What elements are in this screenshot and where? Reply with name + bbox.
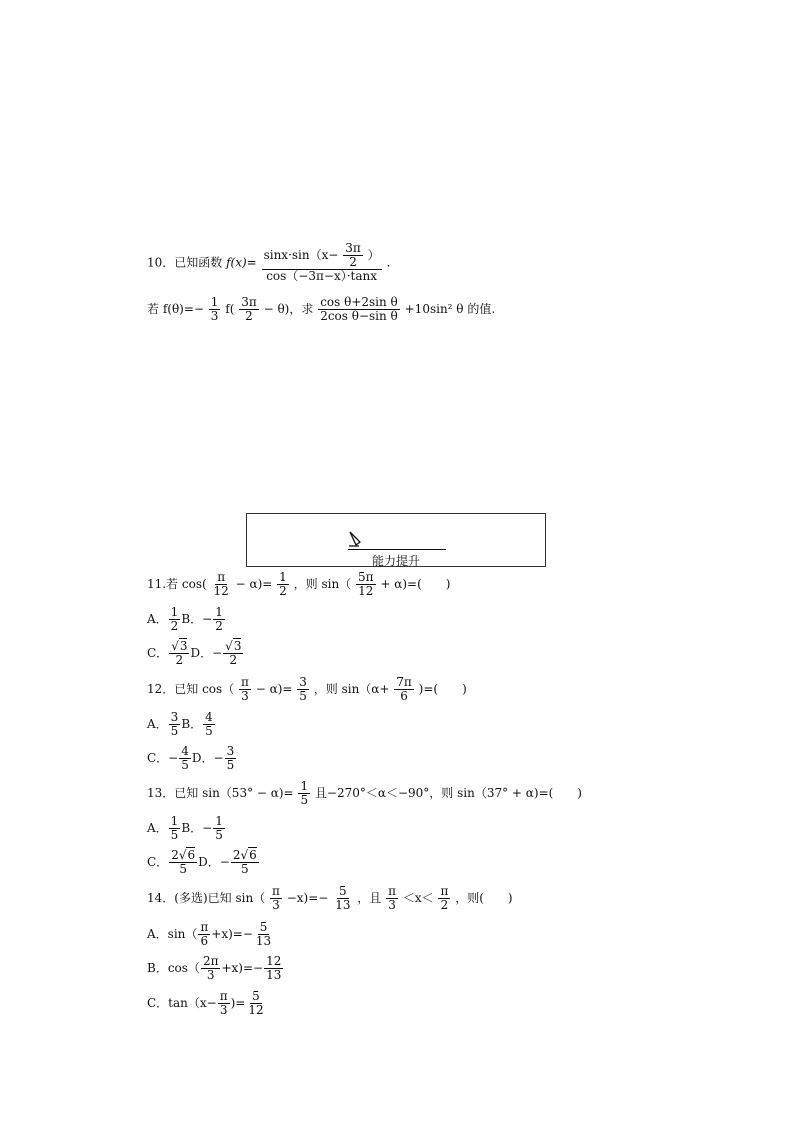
q10-label: 10．已知函数 — [147, 255, 223, 270]
question-11: 11.若 cos( $\frac{\pi}{12}$ − α)= $\frac{1}{2}$ ，则 sin（ $\frac{5\pi}{12}$ + α)=( ) — [147, 570, 451, 599]
q14-option-c: C．tan（x− $\frac{\pi}{3}$ )= $\frac{5}{12}$ — [147, 989, 264, 1018]
q12-options-ab: A． $\frac{3}{5}$ B． $\frac{4}{5}$ — [147, 710, 213, 739]
question-10-line2: 若 f(θ)=− $\frac{1}{3}$ f( $\frac{3\pi}{2}$ − θ)，求 $\frac{\text{cos θ+2sin θ}}{\text{2cos θ−sin θ}}$ +10sin² θ 的值. — [147, 295, 496, 324]
q13-options-ab: A． $\frac{1}{5}$ B．− $\frac{1}{5}$ — [147, 814, 223, 843]
q11-options-ab: A． $\frac{1}{2}$ B．− $\frac{1}{2}$ — [147, 605, 223, 634]
question-10: 10．已知函数 f(x)= sinx·sin（x− $\frac{3\pi}{2}$ ） cos（−3π−x）·tanx . — [147, 241, 391, 284]
q10-main-fraction: sinx·sin（x− $\frac{3\pi}{2}$ ） cos（−3π−x）·tanx — [263, 241, 380, 284]
question-12: 12．已知 cos（ $\frac{\pi}{3}$ − α)= $\frac{3}{5}$ ，则 sin（α+ $\frac{7\pi}{6}$ )=( ) — [147, 675, 467, 704]
section-banner — [246, 513, 546, 567]
q14-option-a: A．sin（ $\frac{\pi}{6}$ +x)=− $\frac{5}{13}$ — [147, 920, 272, 949]
q11-options-cd: C． $\frac{√3}{2}$ D．− $\frac{√3}{2}$ — [147, 639, 242, 668]
q13-options-cd: C． $\frac{2√6}{5}$ D．− $\frac{2√6}{5}$ — [147, 848, 257, 877]
banner-underline — [348, 549, 446, 550]
pen-icon — [347, 530, 363, 548]
q10-func: f(x)= — [226, 255, 257, 270]
question-13: 13．已知 sin（53° − α)= $\frac{1}{5}$ 且−270°＜α＜−90°，则 sin（37° + α)=( ) — [147, 779, 582, 808]
banner-title: 能力提升 — [371, 554, 420, 568]
question-14: 14．(多选)已知 sin（ $\frac{\pi}{3}$ −x)=− $\frac{5}{13}$ ，且 $\frac{\pi}{3}$ ＜x＜ $\frac{\pi}{2}$ ，则( ) — [147, 884, 513, 913]
q12-options-cd: C．− $\frac{4}{5}$ D．− $\frac{3}{5}$ — [147, 744, 235, 773]
q14-option-b: B．cos（ $\frac{2\pi}{3}$ +x)=− $\frac{12}{13}$ — [147, 954, 282, 983]
